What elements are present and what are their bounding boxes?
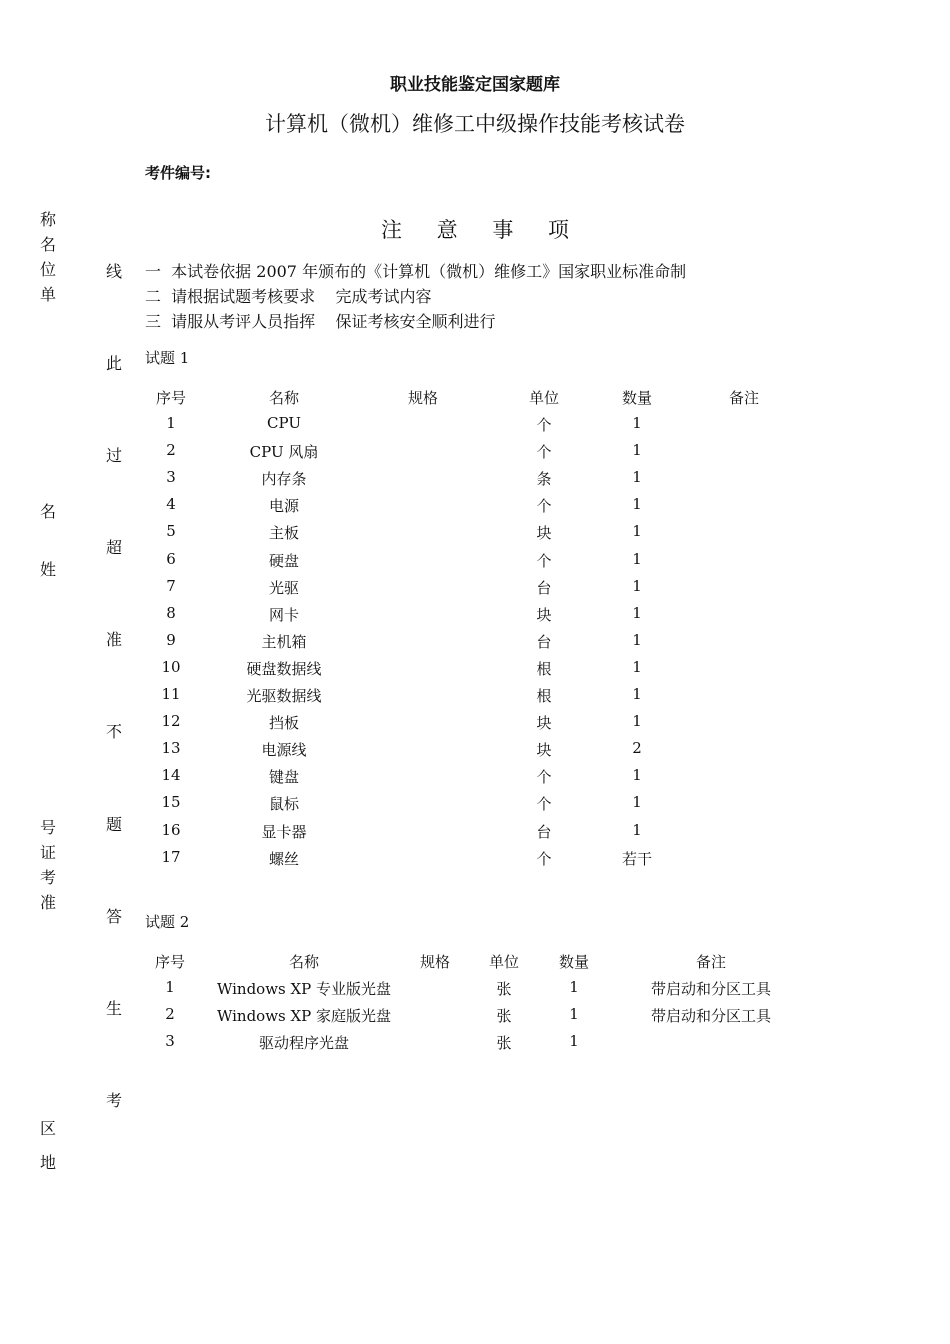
col-name: 硬盘	[268, 551, 300, 570]
side-inner-char: 题	[105, 815, 122, 834]
side-inner-char: 不	[105, 722, 122, 741]
col-name: Windows XP 家庭版光盘	[216, 1007, 392, 1026]
col-qty: 1	[632, 549, 642, 568]
col-name: 光驱	[268, 578, 300, 597]
side-inner-char: 此	[105, 354, 122, 373]
col-unit: 个	[536, 497, 552, 516]
col-qty: 1	[632, 522, 642, 541]
table-row	[0, 414, 950, 436]
col-index: 14	[161, 766, 181, 785]
side-outer-char: 区	[39, 1119, 56, 1138]
col-index: 12	[161, 712, 181, 731]
header-col-remark: 备注	[695, 953, 727, 971]
side-outer-char: 准	[39, 893, 56, 912]
col-unit: 块	[536, 605, 552, 624]
question-2-title: 试题 2	[145, 913, 190, 931]
col-index: 2	[165, 1005, 175, 1024]
side-outer-char: 证	[39, 843, 56, 862]
col-unit: 个	[536, 795, 552, 814]
col-index: 2	[166, 441, 176, 460]
col-index: 17	[161, 847, 181, 866]
col-name: 网卡	[268, 605, 300, 624]
header-col-name: 名称	[288, 953, 320, 971]
col-index: 8	[166, 603, 176, 622]
col-remark: 带启动和分区工具	[650, 980, 772, 998]
table-row	[0, 766, 950, 788]
notice-item-3: 三 请服从考评人员指挥 保证考核安全顺利进行	[145, 312, 496, 331]
col-index: 3	[165, 1032, 175, 1051]
col-index: 1	[166, 414, 176, 432]
table-row	[0, 1032, 950, 1054]
table-row	[0, 441, 950, 463]
table-row	[0, 821, 950, 843]
col-index: 16	[161, 820, 181, 839]
col-qty: 1	[569, 978, 579, 996]
table-header	[0, 387, 950, 409]
table-row	[0, 1005, 950, 1027]
header-col-name: 名称	[268, 389, 300, 407]
col-name: CPU 风扇	[249, 443, 319, 462]
col-name: 驱动程序光盘	[258, 1034, 350, 1053]
side-inner-char: 准	[105, 630, 122, 649]
bank-title: 职业技能鉴定国家题库	[390, 75, 560, 95]
table-row	[0, 468, 950, 490]
col-qty: 1	[632, 712, 642, 731]
side-outer-char: 考	[39, 868, 56, 887]
col-qty: 若干	[621, 849, 653, 868]
side-outer-char: 位	[39, 260, 56, 279]
exam-title: 计算机（微机）维修工中级操作技能考核试卷	[265, 112, 685, 136]
table-row	[0, 978, 950, 1000]
col-qty: 1	[632, 576, 642, 595]
col-index: 10	[161, 657, 181, 676]
header-col-spec: 规格	[419, 953, 451, 971]
side-inner-char: 考	[105, 1091, 122, 1110]
table-row	[0, 550, 950, 572]
col-qty: 1	[569, 1032, 579, 1051]
col-index: 4	[166, 495, 176, 514]
table-row	[0, 793, 950, 815]
header-col-spec: 规格	[407, 389, 439, 407]
col-index: 11	[161, 685, 181, 703]
col-qty: 1	[632, 495, 642, 514]
col-name: 显卡器	[261, 822, 307, 841]
table-header	[0, 951, 950, 973]
header-col-qty: 数量	[621, 389, 653, 407]
col-qty: 1	[632, 414, 642, 432]
col-unit: 台	[536, 632, 552, 651]
col-index: 5	[166, 522, 176, 541]
col-name: CPU	[267, 414, 301, 432]
notice-item-1: 一 本试卷依据 2007 年颁布的《计算机（微机）维修工》国家职业标准命制	[145, 262, 687, 281]
col-name: 硬盘数据线	[246, 659, 322, 678]
col-qty: 1	[632, 685, 642, 703]
side-outer-char: 名	[39, 502, 56, 521]
col-unit: 个	[536, 443, 552, 462]
header-col-unit: 单位	[528, 389, 560, 407]
col-unit: 个	[536, 768, 552, 787]
notice-item-2: 二 请根据试题考核要求 完成考试内容	[145, 287, 432, 306]
table-row	[0, 577, 950, 599]
side-outer-char: 地	[39, 1153, 56, 1172]
col-qty: 2	[632, 739, 642, 758]
side-outer-char: 名	[39, 235, 56, 254]
col-unit: 根	[536, 687, 552, 705]
col-qty: 1	[632, 820, 642, 839]
header-col-index: 序号	[155, 389, 187, 407]
col-index: 9	[166, 630, 176, 649]
col-index: 1	[165, 978, 175, 996]
col-qty: 1	[632, 793, 642, 812]
col-unit: 个	[536, 551, 552, 570]
paper-number-label: 考件编号:	[145, 164, 211, 182]
col-unit: 块	[536, 741, 552, 760]
side-inner-char: 答	[105, 907, 122, 926]
table-row	[0, 712, 950, 734]
notice-title: 注 意 事 项	[380, 218, 570, 242]
header-col-remark: 备注	[728, 389, 760, 407]
col-name: 主机箱	[261, 632, 307, 651]
col-unit: 张	[496, 1007, 512, 1026]
col-unit: 台	[536, 822, 552, 841]
col-qty: 1	[569, 1005, 579, 1024]
table-row	[0, 631, 950, 653]
col-unit: 个	[536, 849, 552, 868]
col-name: 电源	[268, 497, 300, 516]
table-row	[0, 848, 950, 870]
header-col-qty: 数量	[558, 953, 590, 971]
col-name: 键盘	[268, 768, 300, 787]
side-inner-char: 超	[105, 538, 122, 557]
side-outer-char: 姓	[39, 560, 56, 579]
col-index: 3	[166, 468, 176, 487]
side-inner-char: 生	[105, 999, 122, 1018]
col-name: 螺丝	[268, 849, 300, 868]
col-unit: 根	[536, 659, 552, 678]
col-unit: 张	[496, 1034, 512, 1053]
side-outer-char: 称	[39, 210, 56, 229]
col-index: 6	[166, 549, 176, 568]
table-row	[0, 495, 950, 517]
header-col-unit: 单位	[488, 953, 520, 971]
col-name: 鼠标	[268, 795, 300, 814]
col-unit: 张	[496, 980, 512, 998]
col-qty: 1	[632, 766, 642, 785]
col-remark: 带启动和分区工具	[650, 1007, 772, 1026]
side-inner-char: 线	[105, 262, 122, 281]
col-index: 13	[161, 739, 181, 758]
table-row	[0, 739, 950, 761]
col-qty: 1	[632, 630, 642, 649]
side-inner-char: 过	[105, 446, 122, 465]
col-unit: 个	[536, 416, 552, 434]
col-unit: 块	[536, 714, 552, 733]
col-qty: 1	[632, 468, 642, 487]
side-outer-char: 号	[39, 818, 56, 837]
col-name: 内存条	[261, 470, 307, 489]
table-row	[0, 658, 950, 680]
col-unit: 块	[536, 524, 552, 543]
col-name: Windows XP 专业版光盘	[216, 980, 392, 998]
col-name: 光驱数据线	[246, 687, 322, 705]
col-name: 电源线	[261, 741, 307, 760]
col-index: 15	[161, 793, 181, 812]
header-col-index: 序号	[154, 953, 186, 971]
question-1-title: 试题 1	[145, 349, 190, 367]
col-name: 主板	[268, 524, 300, 543]
col-unit: 台	[536, 578, 552, 597]
table-row	[0, 685, 950, 707]
col-name: 挡板	[268, 714, 300, 733]
col-index: 7	[166, 576, 176, 595]
col-unit: 条	[536, 470, 552, 489]
col-qty: 1	[632, 657, 642, 676]
table-row	[0, 522, 950, 544]
col-qty: 1	[632, 441, 642, 460]
col-qty: 1	[632, 603, 642, 622]
table-row	[0, 604, 950, 626]
side-outer-char: 单	[39, 285, 56, 304]
